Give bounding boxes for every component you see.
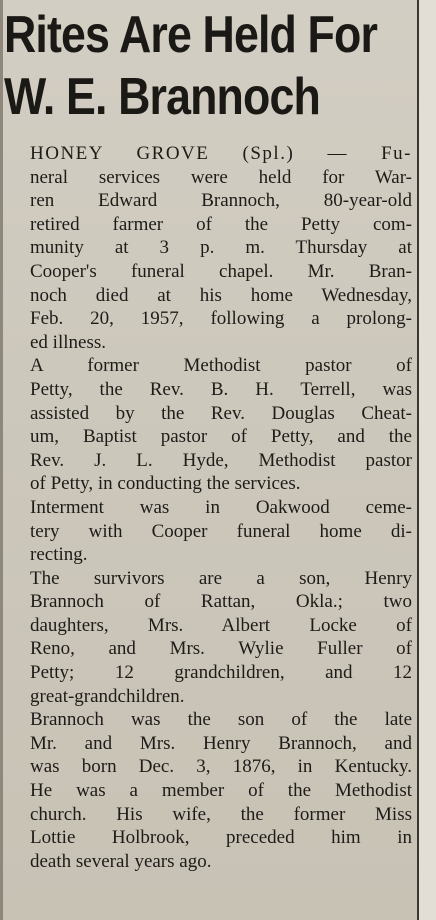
text-line: The survivors are a son, Henry xyxy=(30,567,412,589)
paragraph-survivors xyxy=(8,567,412,709)
text-line: great-grandchildren. xyxy=(30,685,185,707)
text-line: tery with Cooper funeral home di- xyxy=(30,520,412,542)
headline xyxy=(4,4,378,128)
text-line: assisted by the Rev. Douglas Cheat- xyxy=(30,402,412,424)
headline-line-1: Rites Are Held For xyxy=(4,6,378,64)
text-line: daughters, Mrs. Albert Locke of xyxy=(30,614,412,636)
text-line: HONEY GROVE (Spl.) — Fu- xyxy=(30,143,412,164)
paragraph-dateline xyxy=(8,142,412,354)
paragraph-pastors xyxy=(8,354,412,496)
text-line: ren Edward Brannoch, 80-year-old xyxy=(30,190,412,212)
text-line: Mr. and Mrs. Henry Brannoch, and xyxy=(30,732,412,754)
text-line: recting. xyxy=(30,544,88,566)
text-line: Rev. J. L. Hyde, Methodist pastor xyxy=(30,449,412,471)
text-line: munity at 3 p. m. Thursday at xyxy=(30,237,412,259)
text-line: death several years ago. xyxy=(30,850,212,872)
text-line: um, Baptist pastor of Petty, and the xyxy=(30,426,412,448)
text-line: church. His wife, the former Miss xyxy=(30,803,412,825)
text-line: Brannoch was the son of the late xyxy=(30,709,412,731)
paragraph-interment xyxy=(8,496,412,567)
headline-line-2: W. E. Brannoch xyxy=(4,68,320,126)
text-line: neral services were held for War- xyxy=(30,166,412,188)
text-line: ed illness. xyxy=(30,331,106,353)
paragraph-biography xyxy=(8,708,412,873)
text-line: Feb. 20, 1957, following a prolong- xyxy=(30,308,412,330)
text-line: Reno, and Mrs. Wylie Fuller of xyxy=(30,638,412,660)
text-line: Interment was in Oakwood ceme- xyxy=(30,496,412,518)
text-line: of Petty, in conducting the services. xyxy=(30,473,301,495)
text-line: retired farmer of the Petty com- xyxy=(30,213,412,235)
column-rule xyxy=(417,0,419,920)
right-margin xyxy=(419,0,436,920)
text-line: Cooper's funeral chapel. Mr. Bran- xyxy=(30,260,412,282)
text-line: Brannoch of Rattan, Okla.; two xyxy=(30,591,412,613)
text-line: Lottie Holbrook, preceded him in xyxy=(30,827,412,849)
article-body xyxy=(8,142,412,873)
text-line: A former Methodist pastor of xyxy=(30,355,412,377)
clipping-left-edge xyxy=(0,0,3,920)
text-line: was born Dec. 3, 1876, in Kentucky. xyxy=(30,756,412,778)
text-line: Petty; 12 grandchildren, and 12 xyxy=(30,662,412,684)
text-line: He was a member of the Methodist xyxy=(30,780,412,802)
text-line: noch died at his home Wednesday, xyxy=(30,284,412,306)
text-line: Petty, the Rev. B. H. Terrell, was xyxy=(30,378,412,400)
